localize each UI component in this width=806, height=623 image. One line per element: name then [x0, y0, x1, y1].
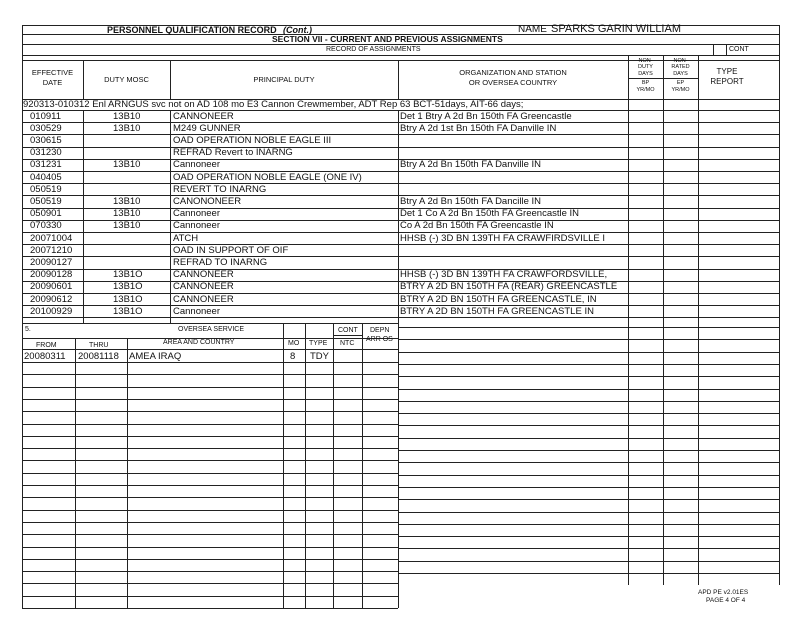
oversea-ntc: NTC — [340, 340, 355, 347]
oversea-thru: THRU — [89, 342, 109, 349]
cont-box: CONT — [729, 46, 749, 53]
cell-org-station: HHSB (-) 3D BN 139TH FA CRAWFORDSVILLE, — [400, 269, 608, 280]
cell-org-station: Btry A 2d Bn 150th FA Dancille IN — [400, 196, 541, 207]
cell-effective-date: 050519 — [30, 196, 62, 207]
cell-effective-date: 030615 — [30, 135, 62, 146]
cell-area-country: AMEA IRAQ — [129, 351, 182, 362]
cell-principal-duty: CANNONEER — [173, 269, 234, 280]
cell-duty-mosc: 13B10 — [113, 196, 141, 207]
cell-principal-duty: Cannoneer — [173, 220, 221, 231]
cell-principal-duty: OAD IN SUPPORT OF OIF — [173, 245, 289, 256]
page-number: PAGE 4 OF 4 — [706, 597, 746, 604]
note-row: 920313-010312 Enl ARNGUS svc not on AD 108 mo E3 Cannon Crewmember, ADT Rep 63 BCT-51days, AIT-66 days; — [23, 99, 524, 110]
cell-principal-duty: OAD OPERATION NOBLE EAGLE III — [173, 135, 332, 146]
cell-effective-date: 050901 — [30, 208, 62, 219]
cell-effective-date: 070330 — [30, 220, 62, 231]
col-org-station: ORGANIZATION AND STATION OR OVERSEA COUNTRY — [459, 68, 567, 87]
cell-principal-duty: Cannoneer — [173, 306, 221, 317]
cell-org-station: Co A 2d Bn 150th FA Greencastle IN — [400, 220, 554, 231]
cell-duty-mosc: 13B1O — [113, 294, 143, 305]
cell-effective-date: 20090128 — [30, 269, 73, 280]
oversea-cont: CONT — [338, 327, 358, 334]
oversea-arr-os: ARR OS — [366, 336, 393, 343]
cell-effective-date: 20100929 — [30, 306, 73, 317]
col-principal-duty: PRINCIPAL DUTY — [253, 75, 315, 84]
cell-principal-duty: M249 GUNNER — [173, 123, 241, 134]
oversea-depn: DEPN — [370, 327, 390, 334]
cell-org-station: BTRY A 2D BN 150TH FA (REAR) GREENCASTLE — [400, 281, 618, 292]
cell-principal-duty: CANNONEER — [173, 281, 234, 292]
cell-effective-date: 031231 — [30, 159, 62, 170]
cell-principal-duty: REFRAD Revert to INARNG — [173, 147, 293, 158]
cell-effective-date: 050519 — [30, 184, 62, 195]
cell-thru: 20081118 — [78, 351, 119, 362]
cell-org-station: Btry A 2d 1st Bn 150th FA Danville IN — [400, 123, 557, 134]
cell-duty-mosc: 13B10 — [113, 123, 141, 134]
oversea-area-country: AREA AND COUNTRY — [163, 339, 235, 346]
cell-org-station: Det 1 Btry A 2d Bn 150th FA Greencastle — [400, 111, 572, 122]
name-value: SPARKS GARIN WILLIAM — [551, 23, 681, 35]
oversea-type: TYPE — [309, 340, 328, 347]
oversea-from: FROM — [36, 342, 57, 349]
section-title: SECTION VII - CURRENT AND PREVIOUS ASSIGNMENTS — [272, 34, 503, 44]
col-effective-date: EFFECTIVE DATE — [31, 68, 74, 87]
cell-effective-date: 031230 — [30, 147, 62, 158]
cell-effective-date: 030529 — [30, 123, 62, 134]
cell-effective-date: 040405 — [30, 172, 62, 183]
col-duty-mosc: DUTY MOSC — [104, 75, 149, 84]
cell-effective-date: 20071210 — [30, 245, 73, 256]
name-label: NAME — [518, 24, 547, 35]
col-type-report: TYPE REPORT — [710, 67, 744, 86]
cell-duty-mosc: 13B10 — [113, 111, 141, 122]
cell-principal-duty: Cannoneer — [173, 208, 221, 219]
cell-org-station: BTRY A 2D BN 150TH FA GREENCASTLE, IN — [400, 294, 597, 305]
col-ep: EP YR/MO — [671, 80, 690, 93]
record-of-assignments: RECORD OF ASSIGNMENTS — [326, 46, 421, 53]
cell-duty-mosc: 13B1O — [113, 269, 143, 280]
cell-effective-date: 20090601 — [30, 281, 73, 292]
cell-from: 20080311 — [24, 351, 66, 362]
cell-effective-date: 20090127 — [30, 257, 73, 268]
cell-org-station: HHSB (-) 3D BN 139TH FA CRAWFIRDSVILLE I — [400, 233, 605, 244]
cell-principal-duty: CANONONEER — [173, 196, 242, 207]
cell-type: TDY — [310, 351, 329, 362]
oversea-item-no: 5. — [25, 326, 31, 333]
cell-effective-date: 010911 — [30, 111, 61, 122]
col-non-rated-days: NON- RATED DAYS — [671, 58, 690, 77]
col-bp: BP YR/MO — [636, 80, 655, 93]
cell-principal-duty: CANNONEER — [173, 294, 234, 305]
cell-principal-duty: REFRAD TO INARNG — [173, 257, 268, 268]
cell-effective-date: 20071004 — [30, 233, 73, 244]
cell-principal-duty: ATCH — [173, 233, 199, 244]
cell-effective-date: 20090612 — [30, 294, 73, 305]
cell-duty-mosc: 13B1O — [113, 281, 143, 292]
cell-principal-duty: Cannoneer — [173, 159, 221, 170]
cell-duty-mosc: 13B1O — [113, 306, 143, 317]
oversea-title: OVERSEA SERVICE — [178, 326, 245, 333]
record-title: PERSONNEL QUALIFICATION RECORD — [107, 25, 277, 35]
cell-duty-mosc: 13B10 — [113, 220, 141, 231]
cell-principal-duty: CANNONEER — [173, 111, 234, 122]
cell-principal-duty: OAD OPERATION NOBLE EAGLE (ONE IV) — [173, 172, 362, 183]
cell-mo: 8 — [290, 351, 296, 362]
cell-org-station: Btry A 2d Bn 150th FA Danville IN — [400, 159, 541, 170]
cell-duty-mosc: 13B10 — [113, 159, 141, 170]
cell-org-station: Det 1 Co A 2d Bn 150th FA Greencastle IN — [400, 208, 580, 219]
cell-org-station: BTRY A 2D BN 150TH FA GREENCASTLE IN — [400, 306, 594, 317]
cont-label: (Cont.) — [283, 25, 312, 35]
col-non-duty-days: NON- DUTY DAYS — [638, 58, 653, 77]
cell-principal-duty: REVERT TO INARNG — [173, 184, 267, 195]
oversea-mo: MO — [288, 340, 300, 347]
form-id: APD PE v2.01ES — [698, 589, 749, 596]
cell-duty-mosc: 13B10 — [113, 208, 141, 219]
